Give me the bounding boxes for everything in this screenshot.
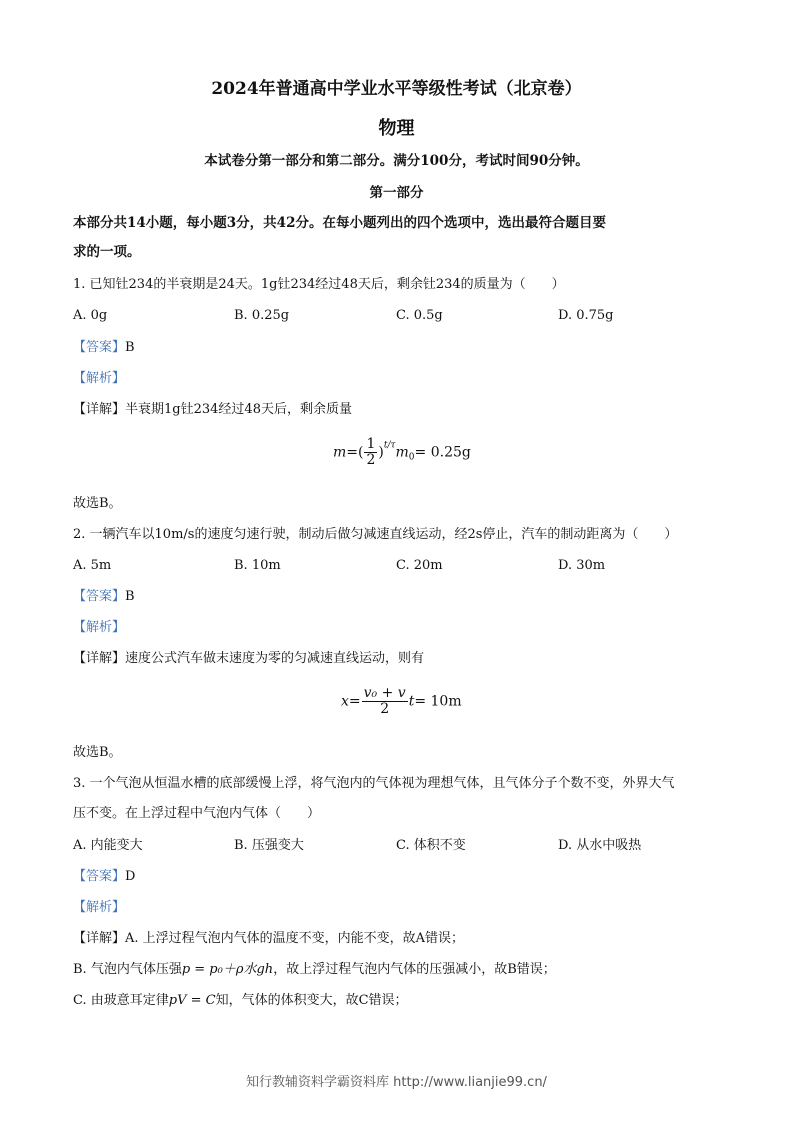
exam-intro: 本试卷分第一部分和第二部分。满分100分，考试时间90分钟。 bbox=[204, 153, 589, 169]
q1-conclusion: 故选B。 bbox=[73, 496, 122, 511]
q3-detail-c-post: 知，气体的体积变大，故C错误； bbox=[215, 993, 408, 1008]
q2-formula-fraction bbox=[362, 686, 408, 717]
q2-formula-t: t bbox=[408, 693, 415, 710]
q2-formula-lhs: x bbox=[341, 693, 349, 710]
q1-formula-rhs: = 0.25g bbox=[414, 444, 471, 461]
q1-formula-exponent: t/τ bbox=[383, 440, 396, 451]
q2-formula-num: v₀ + v bbox=[363, 685, 406, 701]
q2-option-b: B. 10m bbox=[234, 558, 281, 573]
q1-answer bbox=[73, 339, 135, 357]
q3-analysis-tag: 【解析】 bbox=[73, 900, 126, 915]
q1-option-d: D. 0.75g bbox=[558, 308, 614, 323]
q1-formula-fraction bbox=[364, 437, 377, 468]
q2-answer-value: B bbox=[125, 589, 135, 604]
q1-formula-num: 1 bbox=[366, 436, 376, 452]
q3-detail-b bbox=[73, 961, 556, 979]
part-heading: 第一部分 bbox=[369, 185, 424, 201]
q1-formula bbox=[333, 437, 471, 468]
q2-detail-text: 速度公式汽车做末速度为零的匀减速直线运动，则有 bbox=[125, 651, 425, 666]
q3-option-c: C. 体积不变 bbox=[396, 838, 466, 853]
q2-formula-den: 2 bbox=[380, 701, 390, 717]
q1-detail-text: 半衰期1g钍234经过48天后，剩余质量 bbox=[125, 402, 352, 417]
subject-heading: 物理 bbox=[378, 118, 415, 139]
q2-formula-eq: = bbox=[348, 693, 361, 710]
detail-tag: 【详解】 bbox=[73, 651, 126, 666]
q1-formula-m0: m bbox=[395, 444, 409, 461]
q3-detail-a bbox=[73, 930, 464, 948]
part-description-line1: 本部分共14小题，每小题3分，共42分。在每小题列出的四个选项中，选出最符合题目要 bbox=[73, 215, 606, 231]
q3-detail-b-formula: p = p₀＋ρ水gh bbox=[181, 962, 274, 977]
q3-answer bbox=[73, 868, 135, 886]
q3-option-d: D. 从水中吸热 bbox=[558, 838, 642, 853]
q2-option-c: C. 20m bbox=[396, 558, 443, 573]
q2-option-a: A. 5m bbox=[73, 558, 112, 573]
q1-formula-den: 2 bbox=[366, 452, 376, 468]
footer-watermark: 知行教辅资料学霸资料库 http://www.lianjie99.cn/ bbox=[246, 1075, 547, 1090]
q3-stem-line1: 3. 一个气泡从恒温水槽的底部缓慢上浮，将气泡内的气体视为理想气体，且气体分子个数不变，外界大气 bbox=[73, 776, 675, 791]
q3-detail-c bbox=[73, 992, 408, 1010]
q3-option-a: A. 内能变大 bbox=[73, 838, 143, 853]
q3-answer-value: D bbox=[125, 869, 136, 884]
q3-detail-a-text: A. 上浮过程气泡内气体的温度不变，内能不变，故A错误； bbox=[125, 931, 465, 946]
detail-tag: 【详解】 bbox=[73, 402, 126, 417]
part-description-line2: 求的一项。 bbox=[73, 244, 141, 260]
detail-tag: 【详解】 bbox=[73, 931, 126, 946]
q3-detail-b-pre: B. 气泡内气体压强 bbox=[73, 962, 182, 977]
q2-analysis-tag: 【解析】 bbox=[73, 620, 126, 635]
answer-tag: 【答案】 bbox=[73, 869, 126, 884]
q1-formula-lhs: m bbox=[333, 444, 347, 461]
q1-detail bbox=[73, 401, 352, 419]
q1-option-a: A. 0g bbox=[73, 308, 108, 323]
answer-tag: 【答案】 bbox=[73, 340, 126, 355]
q3-detail-c-pre: C. 由玻意耳定律 bbox=[73, 993, 169, 1008]
q2-stem: 2. 一辆汽车以10m/s的速度匀速行驶，制动后做匀减速直线运动，经2s停止，汽车的制动距离为（ ） bbox=[73, 527, 678, 542]
answer-tag: 【答案】 bbox=[73, 589, 126, 604]
q2-formula bbox=[341, 686, 462, 717]
q1-stem: 1. 已知钍234的半衰期是24天。1g钍234经过48天后，剩余钍234的质量为（ ） bbox=[73, 277, 565, 292]
q1-formula-close: ) bbox=[378, 444, 384, 461]
q2-option-d: D. 30m bbox=[558, 558, 606, 573]
q1-formula-eq: =( bbox=[346, 444, 364, 461]
q2-formula-rhs: = 10m bbox=[414, 693, 462, 710]
q1-answer-value: B bbox=[125, 340, 135, 355]
q3-option-b: B. 压强变大 bbox=[234, 838, 304, 853]
q3-stem-line2: 压不变。在上浮过程中气泡内气体（ ） bbox=[73, 806, 321, 821]
q1-formula-m0-sub: 0 bbox=[408, 452, 415, 463]
exam-title: 2024年普通高中学业水平等级性考试（北京卷） bbox=[211, 79, 582, 99]
q3-detail-c-formula: pV = C bbox=[168, 993, 216, 1008]
q2-detail bbox=[73, 650, 424, 668]
q2-conclusion: 故选B。 bbox=[73, 745, 122, 760]
q2-answer bbox=[73, 588, 135, 606]
q1-option-c: C. 0.5g bbox=[396, 308, 443, 323]
q1-analysis-tag: 【解析】 bbox=[73, 371, 126, 386]
q1-option-b: B. 0.25g bbox=[234, 308, 290, 323]
q3-detail-b-post: ，故上浮过程气泡内气体的压强减小，故B错误； bbox=[273, 962, 556, 977]
